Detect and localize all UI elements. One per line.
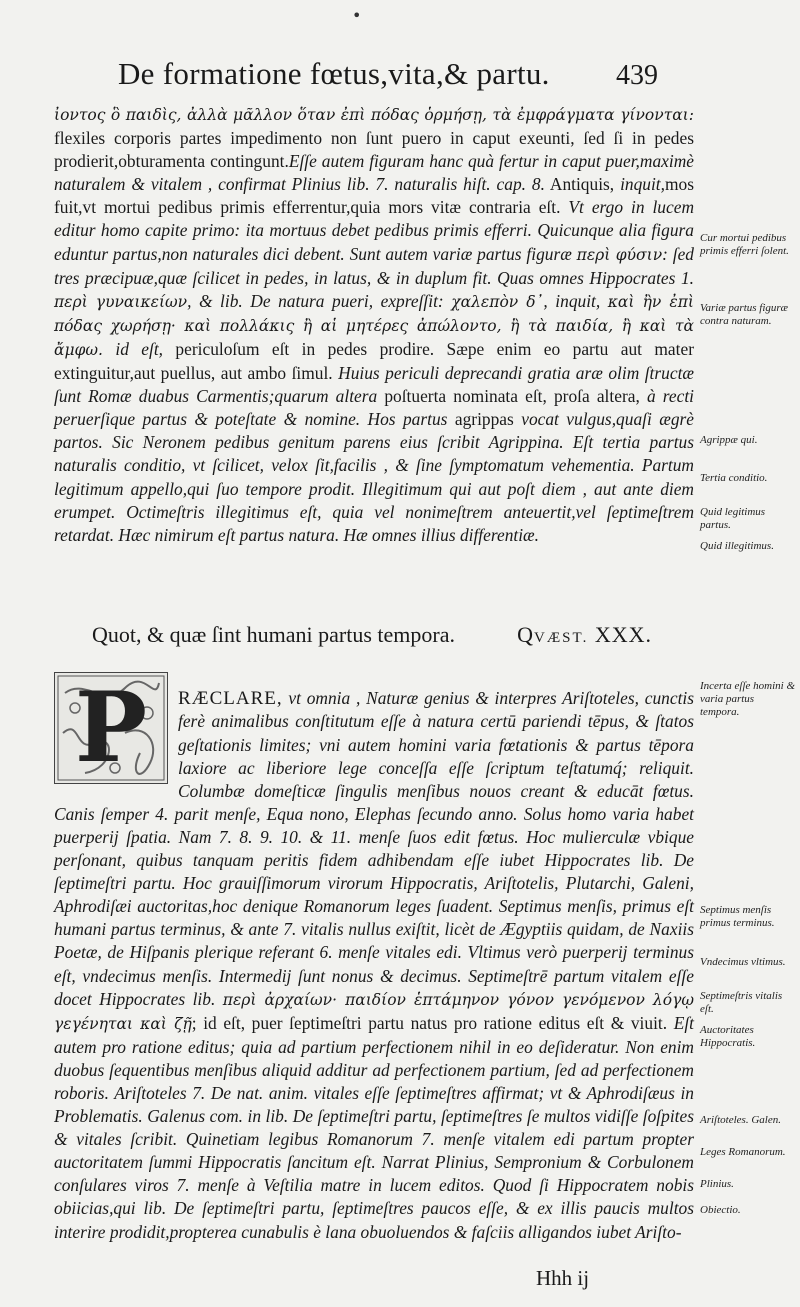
text-run-italic: vt omnia , Naturæ genius & interpres Ariſtoteles, cunctis ferè animalibus conſtitutum eſſe à natura certū pariendi tēpus, & ſtatos geſtationis limites; vni autem homini varia fœtationis & partus tēpora laxiore ac liberiore lege conceſſa eſſe ſcriptum teſtatumq́; reliquit. Columbæ domeſticæ ſingulis menſibus nouos creant & educāt fœtus. Canis ſemper 4. parit menſe, Equa nono, Elephas ſecundo anno. Solus homo varia habet puerperij ſpatia. Nam 7. 8. 9. 10. & 11. menſe ſuos edit fœtus. Hoc mulierculæ vbique perſonant, quibus tanquam peritis fidem adhibendam eſſe iubet Hippocrates lib. De ſeptimeſtri partu. Hoc grauiſſimorum virorum Hippocratis, Ariſtotelis, Plutarchi, Galeni, Aphrodiſæi auctoritas,hoc denique Romanorum leges ſuadent. Septimus menſis, primus eſt humani partus terminus, & ante 7. vitalis nullus exiſtit, licèt de Ægyptiis quidam, de Naxiis Poetæ, de Hiſpanis plerique referant 6. menſe vitales edi. Vltimus verò puerperij terminus eſt, vndecimus menſis. Intermedij ſunt nonus & decimus. Septimeſtrē partum vitalem eſſe docet Hippocrates lib. [54, 688, 694, 1009]
page-header [118, 56, 658, 100]
margin-note: Septimeſtris vitalis eſt. [700, 990, 783, 1015]
margin-note: Obiectio. [700, 1204, 741, 1216]
margin-note: Cur mortui pedibus primis efferri ſolent. [700, 232, 789, 257]
text-run-italic: Huius periculi deprecandi gratia aræ olim ſtructæ ſunt Romæ duabus Carmentis;quarum altera [54, 363, 695, 407]
margin-note: Tertia conditio. [700, 472, 768, 484]
question-prefix: Q [517, 622, 535, 647]
text-run-italic: vocat vulgus,quaſi ægrè partos. Sic Neronem pedibus genitum parens eius ſcribit Agrippina. Eſt tertia partus naturalis conditio, vt ſcilicet, velox ſit,facilis , & ſine ſymptomatum vehementia. Partum legitimum appello,qui ſuo tempore prodit. Illegitimum qui aut poſt diem , aut ante diem erumpet. Octimeſtris illegitimus eſt, quia vel nonimeſtrem anteuertit,vel ſeptimeſtrem retardat. Hæc nimirum eſt partus natura. Hæ omnes illius differentiæ. [54, 409, 694, 545]
margin-note: Incerta eſſe homini & varia partus tempora. [700, 680, 796, 718]
text-run: poſtuerta nominata eſt, proſa altera, [377, 386, 647, 407]
drop-cap-letter: P [74, 671, 148, 784]
text-run: periculoſum eſt in pedes prodire. Sæpe enim eo partu aut mater extinguitur,aut puellus, aut ambo ſimul. [54, 338, 694, 384]
greek-quote: χαλεπὸν δ᾽ [451, 292, 544, 311]
question-smallcaps: VÆST. [534, 630, 589, 646]
opening-words: RÆCLARE, [178, 688, 283, 710]
margin-note: Leges Romanorum. [700, 1146, 786, 1158]
text-run: Antiquis, [544, 174, 621, 195]
margin-note: Variæ partus figuræ contra naturam. [700, 302, 789, 327]
text-run: mos fuit,vt mortui pedibus primis efferrentur,quia mors vitæ contraria eſt. [54, 174, 694, 218]
text-run-italic: inquit, [620, 174, 665, 195]
page-number: 439 [616, 60, 658, 91]
margin-note: Quid legitimus partus. [700, 506, 766, 531]
margin-note: Plinius. [700, 1178, 734, 1190]
question-numeral: XXX. [588, 622, 652, 647]
top-ink-dot: • [352, 6, 362, 25]
margin-note: Ariſtoteles. Galen. [700, 1114, 781, 1126]
margin-note: Vndecimus vltimus. [700, 956, 786, 968]
section-1-paragraph [54, 103, 694, 547]
text-run-italic: id eſt, [102, 338, 164, 359]
greek-quote: περὶ ἀρχαίων· παιδίον ἑπτάμηνον γόνον γενόμενον λόγῳ γεγένηται καὶ ζῇ [54, 990, 694, 1033]
text-run-italic: à recti peruerſique partus & poteſtate & nomine. Hos partus [54, 386, 694, 430]
margin-note: Septimus menſis primus terminus. [700, 904, 775, 929]
running-title: De formatione fœtus,vita,& partu. [118, 56, 550, 91]
section-2-text [54, 670, 694, 1261]
text-run-italic: , & lib. De natura pueri, expreſſit: [187, 290, 452, 311]
question-title: Quot, & quæ ſint humani partus tempora. [92, 622, 455, 647]
decorated-initial [54, 672, 168, 784]
question-number [517, 622, 652, 648]
text-run-italic: Eſſe autem figuram hanc quà fertur in caput puer,maximè naturalem & vitalem , confirmat Plinius lib. 7. naturalis hiſt. cap. 8. [54, 151, 694, 195]
greek-quote: καὶ ἢν ἐπὶ πόδας χωρήσῃ· καὶ πολλάκις ἢ αἱ μητέρες ἀπώλοντο, ἢ τὰ παιδία, ἢ καὶ τὰ ἄμφω. [54, 292, 694, 359]
text-run: agrippas [447, 409, 522, 430]
margin-note: Agrippæ qui. [700, 434, 758, 446]
text-run: flexiles corporis partes impedimento non ſunt puero in caput exeunti, ſed ſi in pedes prodierit,obturamenta contingunt. [54, 128, 694, 172]
text-run: ; id eſt, puer ſeptimeſtri partu natus pro ratione editus eſt & viuit. [191, 1012, 674, 1033]
text-run-italic: Vt ergo in lucem editur homo capite primo: ita mortuus debet pedibus primis efferri. Quicunque alia figura eduntur partus,non naturales dici debent. Sunt autem variæ partus figuræ [54, 197, 695, 264]
greek-quote: ἰοντος ὃ παιδὶς, ἀλλὰ μᾶλλον ὅταν ἐπὶ πόδας ὁρμήσῃ, τὰ ἐμφράγματα γίνονται: [54, 106, 694, 124]
greek-quote: περὶ φύσιν [576, 245, 663, 264]
signature-mark: Hhh ij [536, 1266, 590, 1290]
section-1-text [54, 103, 694, 547]
text-run-italic: : ſed tres præcipuæ,quæ ſcilicet in pedes, in latus, & in duplum fit. Quas omnes Hippocrates 1. [54, 243, 694, 288]
margin-note: Auctoritates Hippocratis. [700, 1024, 756, 1049]
question-heading [92, 622, 652, 654]
text-run-italic: , inquit, [543, 290, 608, 311]
margin-note: Quid illegitimus. [700, 540, 774, 552]
greek-quote: περὶ γυναικείων [54, 292, 188, 311]
text-run-italic: Eſt autem pro ratione editus; quia ad partium perfectionem nihil in eo deſideratur. Non enim duobus ſequentibus menſibus aliquid additur ad perfectionem partium, ſed ad perfectionem roboris. Ariſtoteles 7. De nat. anim. vitales eſſe ſeptimeſtres affirmat; vt & Aphrodiſæus in Problematis. Galenus com. in lib. De ſeptimeſtri partu, ſeptimeſtres ſe multos vidiſſe ſoſpites & vitales ſcribit. Quinetiam legibus Romanorum 7. menſe vitalem edi partum propter auctoritatem ſummi Hippocratis ſancitum eſt. Narrat Plinius, Sempronium & Corbulonem conſulares viros 7. menſe à Veſtilia matre in lucem editos. Quod ſi Hippocratem nobis obiicias,qui lib. De ſeptimeſtri partu, ſeptimeſtres paucos eſſe, & ex illis paucis multos interire prodidit,propterea cunabulis è lana obuoluendos & faſciis alligandos iubet Ariſto- [54, 1012, 694, 1242]
